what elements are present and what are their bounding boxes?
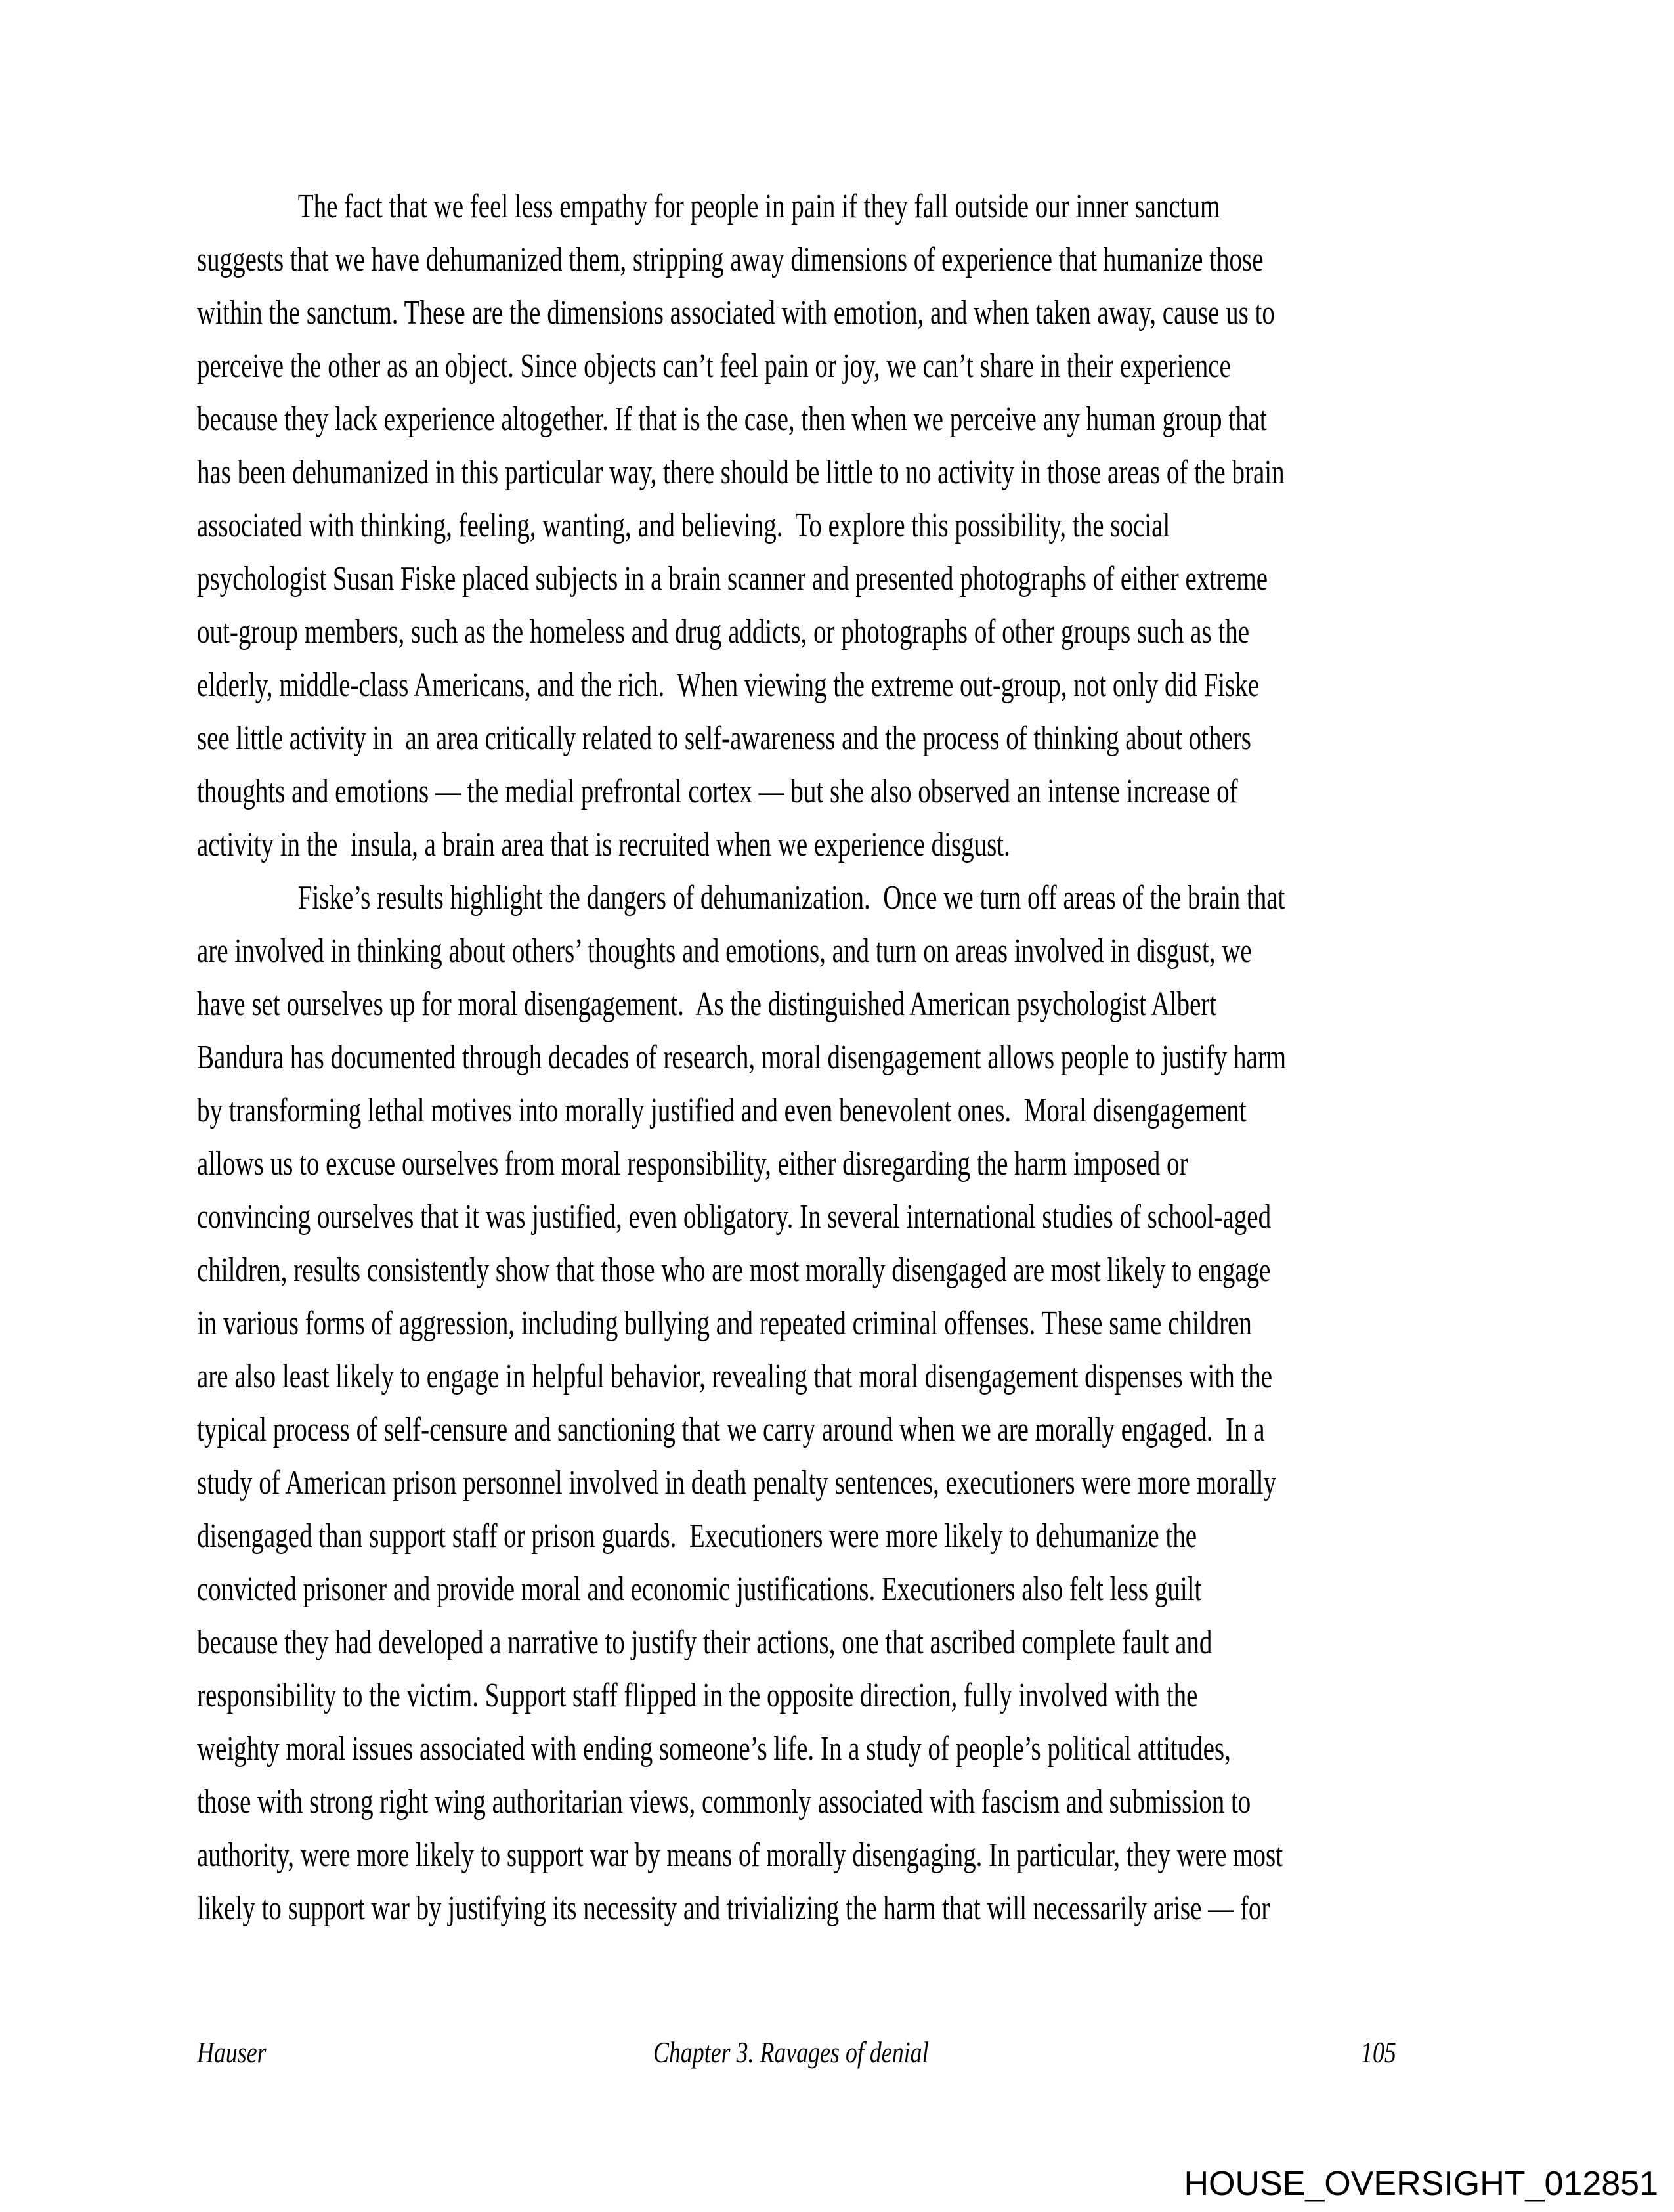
footer-author: Hauser xyxy=(197,2035,267,2069)
text-line: has been dehumanized in this particular way, there should be little to no activity in those areas of the brain xyxy=(197,454,1285,491)
text-line: perceive the other as an object. Since objects can’t feel pain or joy, we can’t share in their experience xyxy=(197,347,1231,385)
text-line: allows us to excuse ourselves from moral responsibility, either disregarding the harm imposed or xyxy=(197,1145,1188,1182)
text-line: convicted prisoner and provide moral and economic justifications. Executioners also felt less guilt xyxy=(197,1571,1202,1608)
text-line: weighty moral issues associated with ending someone’s life. In a study of people’s political attitudes, xyxy=(197,1730,1231,1767)
text-line: within the sanctum. These are the dimensions associated with emotion, and when taken away, cause us to xyxy=(197,294,1275,332)
text-line: because they lack experience altogether. If that is the case, then when we perceive any human group that xyxy=(197,401,1267,438)
text-line: elderly, middle-class Americans, and the rich. When viewing the extreme out-group, not only did Fiske xyxy=(197,666,1260,704)
text-line: likely to support war by justifying its necessity and trivializing the harm that will necessarily arise — for xyxy=(197,1890,1270,1927)
text-line: those with strong right wing authoritarian views, commonly associated with fascism and submission to xyxy=(197,1783,1251,1821)
text-line: convincing ourselves that it was justified, even obligatory. In several international studies of school-aged xyxy=(197,1198,1272,1236)
text-line: disengaged than support staff or prison guards. Executioners were more likely to dehumanize the xyxy=(197,1517,1197,1555)
text-line: have set ourselves up for moral disengagement. As the distinguished American psychologist Albert xyxy=(197,986,1217,1023)
body-text xyxy=(197,180,1507,1935)
text-line: authority, were more likely to support war by means of morally disengaging. In particular, they were most xyxy=(197,1836,1283,1874)
text-line: thoughts and emotions — the medial prefrontal cortex — but she also observed an intense increase of xyxy=(197,773,1238,810)
text-line: are also least likely to engage in helpful behavior, revealing that moral disengagement dispenses with the xyxy=(197,1358,1273,1395)
text-line: typical process of self-censure and sanctioning that we carry around when we are morally engaged. In a xyxy=(197,1411,1265,1448)
text-line: associated with thinking, feeling, wanting, and believing. To explore this possibility, the social xyxy=(197,507,1170,544)
footer-page-number: 105 xyxy=(1361,2035,1396,2069)
text-line: because they had developed a narrative to justify their actions, one that ascribed complete fault and xyxy=(197,1624,1213,1661)
text-line: by transforming lethal motives into morally justified and even benevolent ones. Moral disengagement xyxy=(197,1092,1247,1129)
text-line: suggests that we have dehumanized them, stripping away dimensions of experience that humanize those xyxy=(197,241,1264,278)
text-line: in various forms of aggression, including bullying and repeated criminal offenses. These same children xyxy=(197,1305,1252,1342)
text-line: are involved in thinking about others’ thoughts and emotions, and turn on areas involved in disgust, we xyxy=(197,932,1252,970)
text-line: see little activity in an area critically related to self-awareness and the process of thinking about others xyxy=(197,720,1251,757)
text-line: study of American prison personnel involved in death penalty sentences, executioners were more morally xyxy=(197,1464,1276,1502)
text-line: The fact that we feel less empathy for people in pain if they fall outside our inner sanctum xyxy=(297,188,1220,225)
footer-chapter-title: Chapter 3. Ravages of denial xyxy=(653,2035,929,2069)
text-line: responsibility to the victim. Support staff flipped in the opposite direction, fully involved with the xyxy=(197,1677,1198,1714)
text-line: activity in the insula, a brain area that is recruited when we experience disgust. xyxy=(197,826,1010,863)
paragraph xyxy=(197,871,1507,1935)
paragraph xyxy=(197,180,1507,871)
text-line: out-group members, such as the homeless and drug addicts, or photographs of other groups such as the xyxy=(197,613,1250,651)
text-line: Fiske’s results highlight the dangers of dehumanization. Once we turn off areas of the brain that xyxy=(297,879,1285,917)
bates-stamp: HOUSE_OVERSIGHT_012851 xyxy=(1184,2165,1658,2203)
text-line: psychologist Susan Fiske placed subjects in a brain scanner and presented photographs of either extreme xyxy=(197,560,1268,597)
text-line: children, results consistently show that those who are most morally disengaged are most likely to engage xyxy=(197,1251,1271,1289)
text-line: Bandura has documented through decades of research, moral disengagement allows people to justify harm xyxy=(197,1039,1287,1076)
